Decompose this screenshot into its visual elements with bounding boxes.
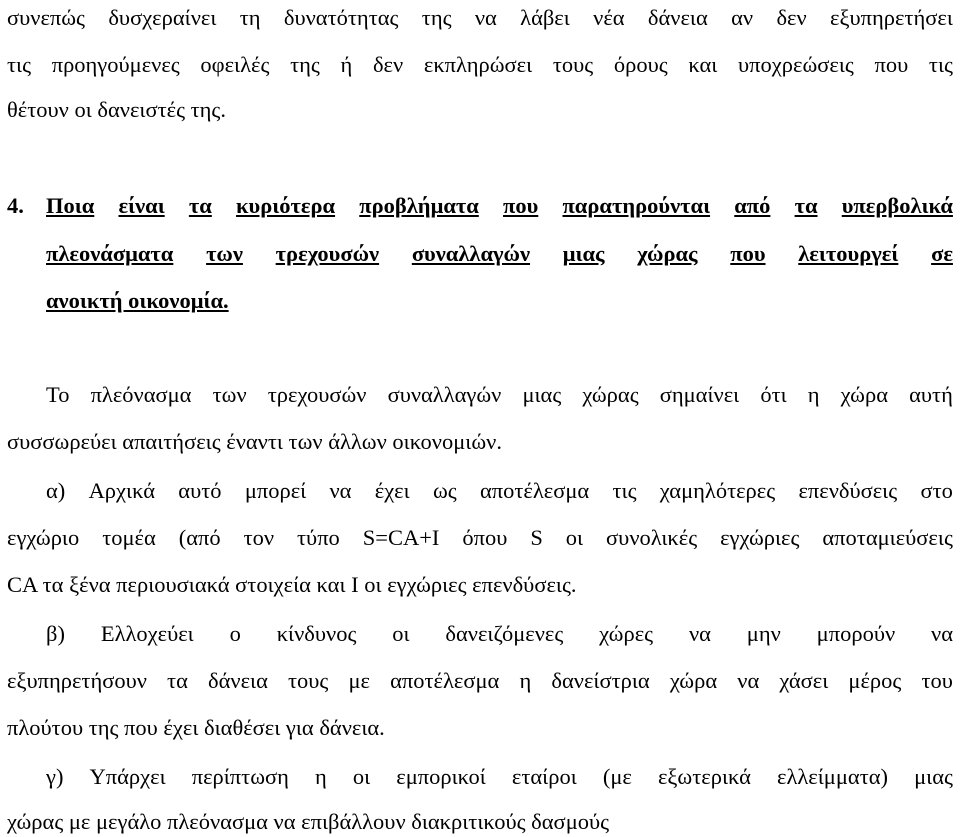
word: χώρα <box>669 668 718 693</box>
word: τις <box>7 52 32 77</box>
answer-p3-line-2 <box>7 667 953 695</box>
word: δάνεια <box>208 668 268 693</box>
word: τον <box>243 525 275 550</box>
word: η <box>807 382 820 407</box>
word: τα <box>794 193 818 218</box>
word: και <box>688 52 718 77</box>
word: που <box>730 241 766 266</box>
word: εξωτερικά <box>657 764 751 789</box>
word: της <box>290 52 320 77</box>
word: εξυπηρετήσουν <box>7 668 147 693</box>
word: Υπάρχει <box>89 764 166 789</box>
word: συνολικές <box>606 525 698 550</box>
word: χώρας <box>582 382 639 407</box>
word: δάνεια <box>647 5 708 30</box>
word: αποταμιεύσεις <box>822 525 953 550</box>
question-line-3: ανοικτή οικονομία. <box>46 288 229 313</box>
word: σε <box>931 241 953 266</box>
word: ο <box>229 621 241 646</box>
word: επενδύσεις <box>798 478 898 503</box>
word: παρατηρούνται <box>562 193 711 218</box>
word: S=CA+I <box>362 525 440 550</box>
word: εγχώριο <box>7 525 80 550</box>
word: α) <box>46 478 66 503</box>
word: εμπορικοί <box>396 764 486 789</box>
word: συναλλαγών <box>411 241 531 266</box>
answer-p4-line-2: χώρας με μεγάλο πλεόνασμα να επιβάλλουν διακριτικούς δασμούς <box>7 809 610 834</box>
word: του <box>921 668 953 693</box>
word: μιας <box>562 241 605 266</box>
answer-p2-line-2 <box>7 524 953 552</box>
word: οφειλές <box>200 52 270 77</box>
word: σημαίνει <box>659 382 740 407</box>
word: εγχώριες <box>720 525 800 550</box>
word: η <box>315 764 327 789</box>
word: η <box>519 668 532 693</box>
question-line-2 <box>46 240 953 268</box>
word: να <box>329 478 352 503</box>
word: Ελλοχεύει <box>100 621 194 646</box>
word: να <box>931 621 953 646</box>
word: δανείστρια <box>551 668 650 693</box>
word: να <box>474 5 497 30</box>
word: τύπο <box>297 525 340 550</box>
word: τις <box>928 52 953 77</box>
intro-line-2 <box>7 51 953 79</box>
word: προηγούμενες <box>51 52 180 77</box>
word: οι <box>565 525 584 550</box>
word: νέα <box>593 5 625 30</box>
word: χαμηλότερες <box>659 478 776 503</box>
word: αποτέλεσμα <box>390 668 500 693</box>
word: κυριότερα <box>236 193 336 218</box>
word: χώρα <box>840 382 888 407</box>
answer-p3-line-1 <box>46 620 953 648</box>
word: ότι <box>760 382 787 407</box>
word: Αρχικά <box>88 478 156 503</box>
word: χάσει <box>779 668 829 693</box>
word: δεν <box>776 5 807 30</box>
word: δυνατότητας <box>283 5 399 30</box>
word: λάβει <box>520 5 570 30</box>
intro-line-3: θέτουν οι δανειστές της. <box>7 97 226 122</box>
word: που <box>503 193 539 218</box>
word: των <box>206 241 243 266</box>
word: μην <box>746 621 781 646</box>
word: μέρος <box>848 668 902 693</box>
word: Το <box>46 382 70 407</box>
question-line-1 <box>46 192 953 220</box>
word: που <box>874 52 909 77</box>
word: κίνδυνος <box>276 621 357 646</box>
word: ή <box>340 52 353 77</box>
word: οι <box>392 621 410 646</box>
word: ελλείμματα) <box>777 764 889 789</box>
word: με <box>348 668 370 693</box>
word: να <box>688 621 711 646</box>
answer-p1-line-2: συσσωρεύει απαιτήσεις έναντι των άλλων οικονομιών. <box>7 429 502 454</box>
word: τρεχουσών <box>267 382 367 407</box>
word: των <box>212 382 247 407</box>
word: είναι <box>118 193 165 218</box>
word: μιας <box>914 764 953 789</box>
word: τη <box>239 5 261 30</box>
word: εταίροι <box>511 764 577 789</box>
answer-p2-line-3: CA τα ξένα περιουσιακά στοιχεία και Ι οι εγχώριες επενδύσεις. <box>7 572 577 597</box>
word: τα <box>188 193 212 218</box>
word: όρους <box>613 52 668 77</box>
word: υποχρεώσεις <box>738 52 854 77</box>
word: β) <box>46 621 65 646</box>
word: χώρας <box>637 241 698 266</box>
word: πλεονάσματα <box>46 241 174 266</box>
word: δυσχεραίνει <box>108 5 217 30</box>
word: Ποια <box>46 193 95 218</box>
word: υπερβολικά <box>841 193 953 218</box>
word: να <box>737 668 760 693</box>
word: εκπληρώσει <box>423 52 533 77</box>
word: έχει <box>374 478 410 503</box>
intro-line-1 <box>7 4 953 32</box>
word: δανειζόμενες <box>445 621 564 646</box>
word: αυτή <box>909 382 953 407</box>
word: δεν <box>372 52 404 77</box>
word: αν <box>731 5 754 30</box>
word: πλεόνασμα <box>90 382 192 407</box>
word: τομέα <box>102 525 156 550</box>
word: εξυπηρετήσει <box>830 5 953 30</box>
word: αποτέλεσμα <box>479 478 590 503</box>
word: γ) <box>46 764 64 789</box>
answer-p2-line-1 <box>46 477 953 505</box>
word: από <box>734 193 771 218</box>
word: όπου <box>462 525 508 550</box>
word: συνεπώς <box>7 5 85 30</box>
word: αυτό <box>178 478 222 503</box>
word: μπορούν <box>816 621 896 646</box>
word: S <box>530 525 543 550</box>
word: συναλλαγών <box>387 382 502 407</box>
word: λειτουργεί <box>798 241 899 266</box>
word: (από <box>178 525 221 550</box>
word: της <box>421 5 452 30</box>
word: οι <box>352 764 371 789</box>
word: τα <box>167 668 188 693</box>
word: τις <box>612 478 637 503</box>
word: περίπτωση <box>191 764 289 789</box>
word: τους <box>552 52 594 77</box>
word: τρεχουσών <box>275 241 380 266</box>
question-number: 4. <box>7 193 24 218</box>
word: χώρες <box>599 621 654 646</box>
word: τους <box>288 668 329 693</box>
word: στο <box>920 478 953 503</box>
word: μπορεί <box>244 478 307 503</box>
answer-p4-line-1 <box>46 763 953 791</box>
word: ως <box>432 478 457 503</box>
word: μιας <box>522 382 562 407</box>
word: (με <box>602 764 632 789</box>
answer-p3-line-3: πλούτου της που έχει διαθέσει για δάνεια. <box>7 715 385 740</box>
answer-p1-line-1 <box>46 381 953 409</box>
word: προβλήματα <box>359 193 479 218</box>
